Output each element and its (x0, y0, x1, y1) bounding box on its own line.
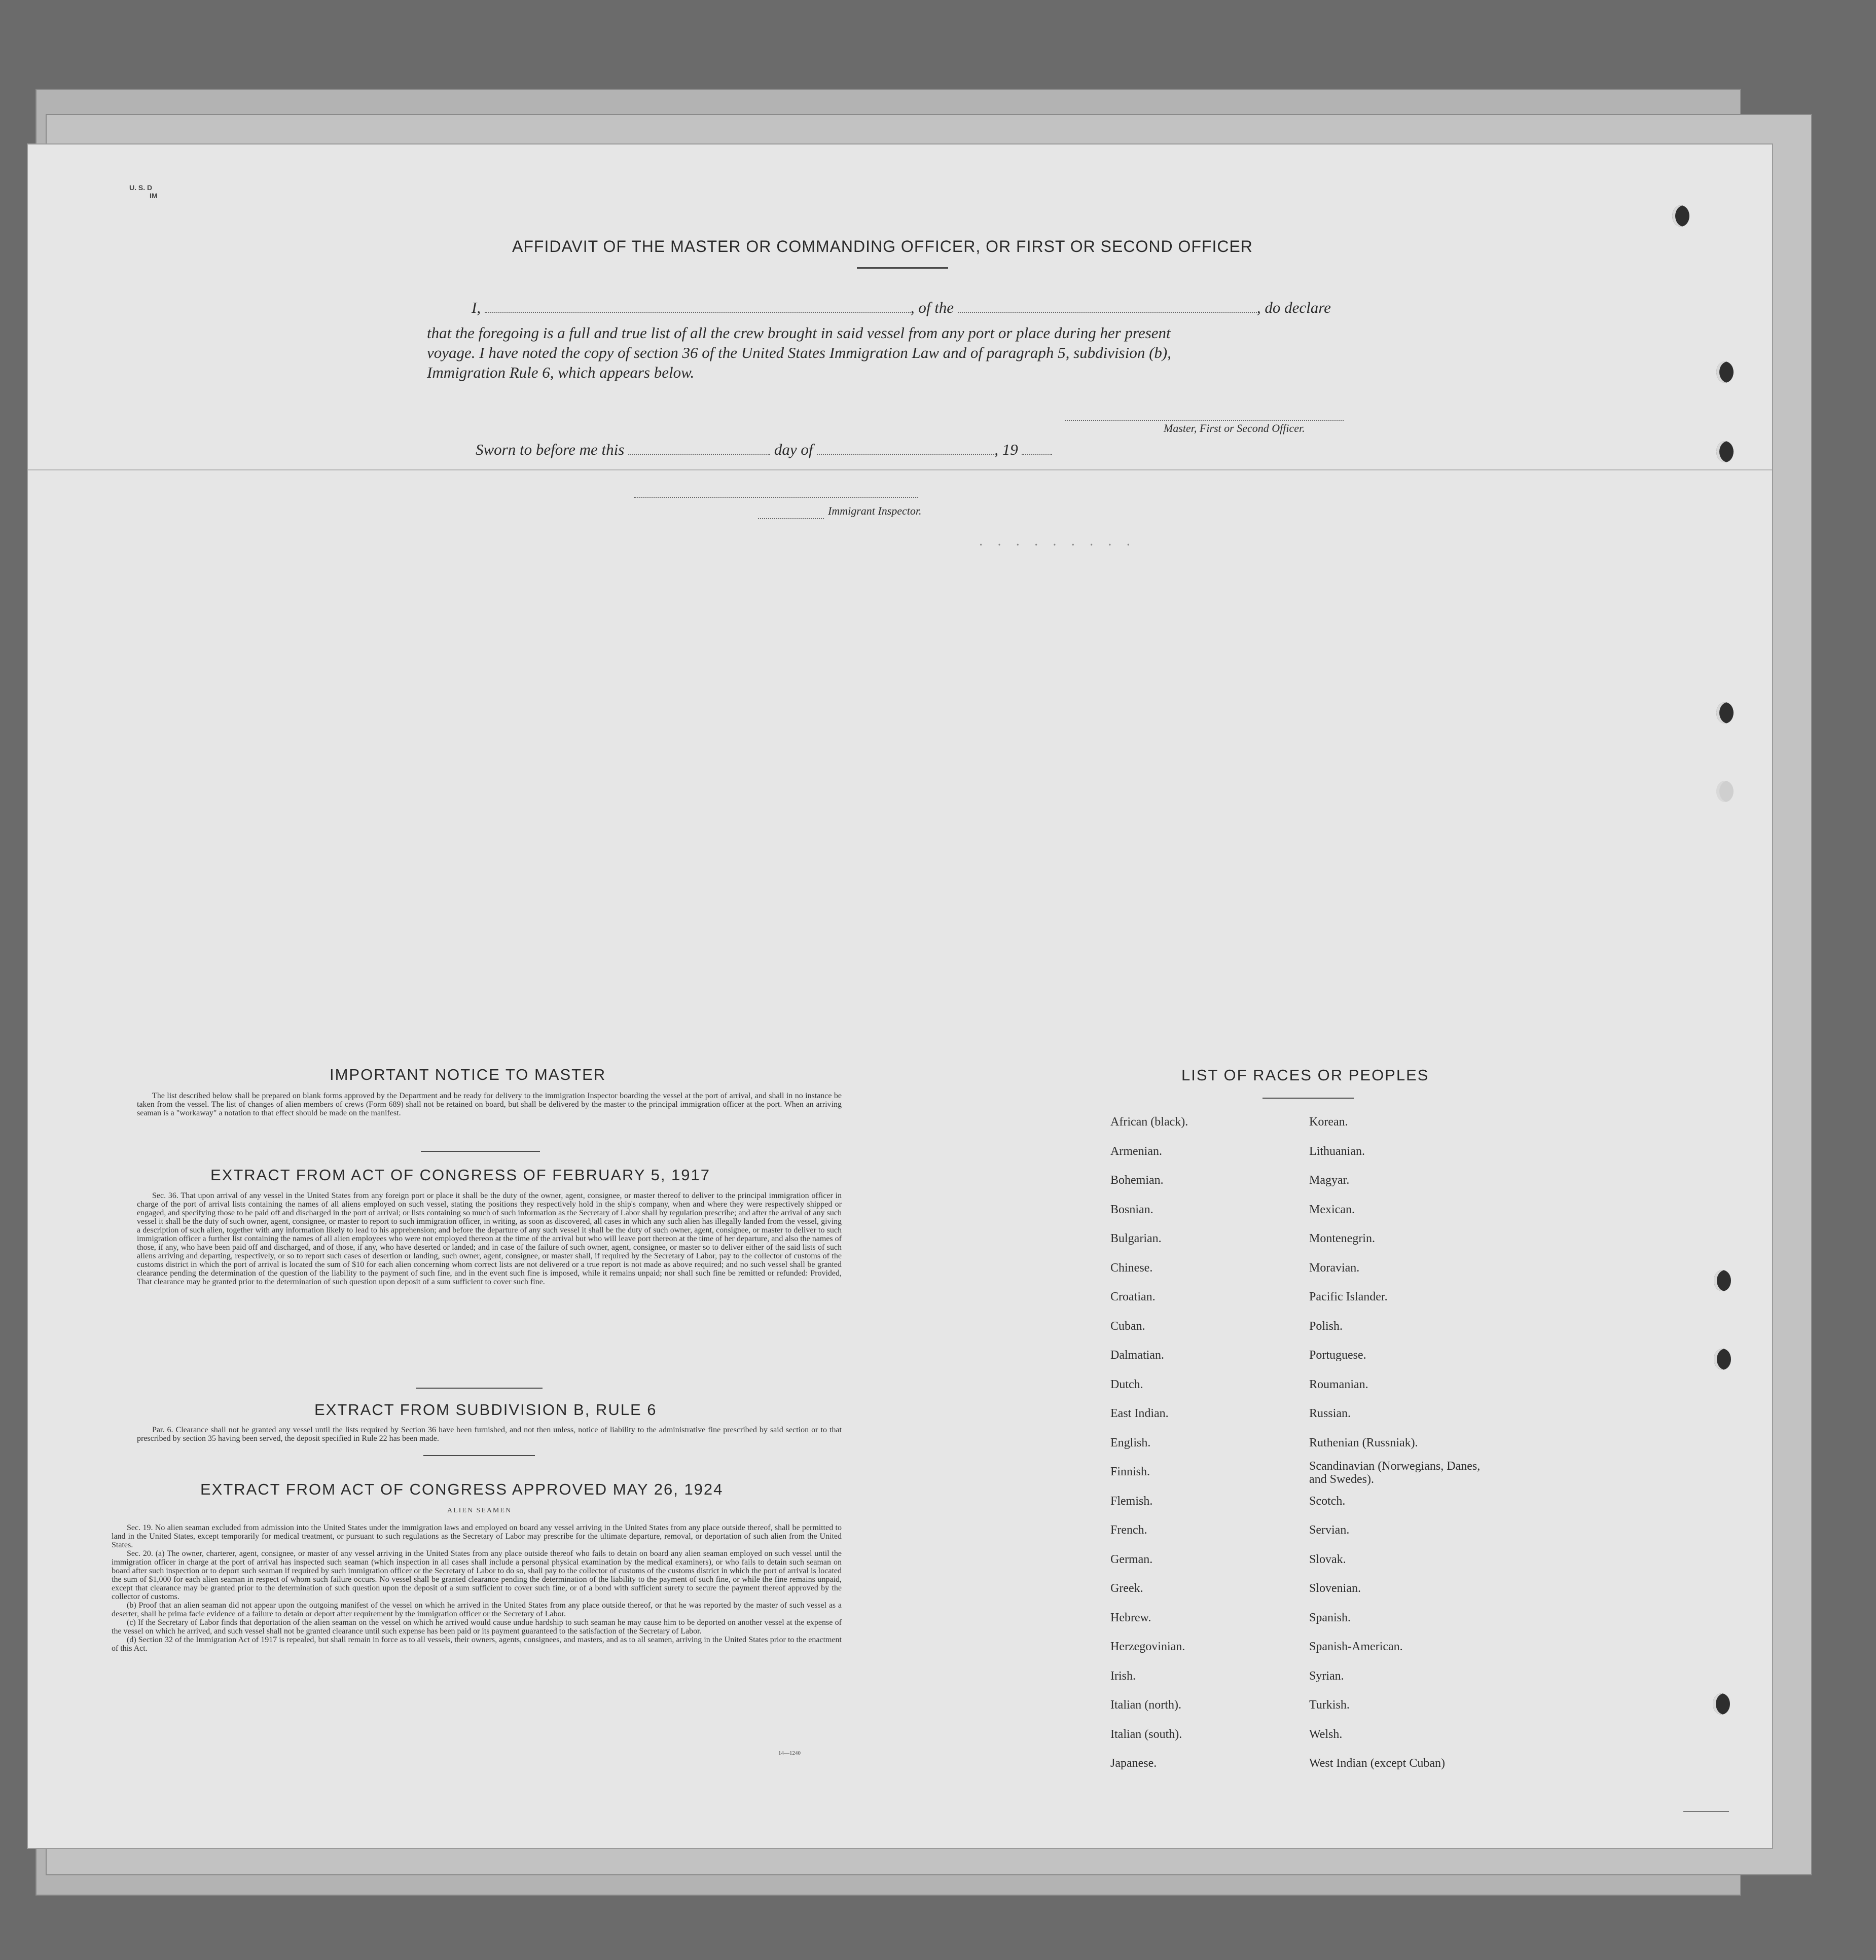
race-item: Cuban. (1110, 1319, 1145, 1333)
race-item: Croatian. (1110, 1290, 1156, 1303)
notice-text (137, 1092, 842, 1117)
race-item: Spanish-American. (1309, 1640, 1403, 1653)
race-item: Dalmatian. (1110, 1349, 1164, 1362)
race-item: Slovak. (1309, 1552, 1346, 1566)
binder-hole (1672, 205, 1689, 227)
race-item: English. (1110, 1436, 1151, 1449)
race-item: Roumanian. (1309, 1377, 1368, 1391)
race-item: Montenegrin. (1309, 1232, 1375, 1245)
race-item: Italian (south). (1110, 1727, 1182, 1741)
binder-hole (1714, 1270, 1731, 1291)
race-item: Bohemian. (1110, 1174, 1164, 1187)
extract-1917-text (137, 1191, 842, 1286)
extract-1917-paragraph: Sec. 36. That upon arrival of any vessel in the United States from any foreign port or place it shall be the duty of the owner, agent, consignee, or master thereof to deliver to the principal immigration officer in charge of the port of arrival lists containing the names of all aliens employed on such vessel, stating the positions they respectively hold in the ship's company, when and where they were respectively shipped or engaged, and specifying those to be paid off and discharged in the port of arrival; or lists containing so much of such information as the Secretary of Labor shall by regulation prescribe; and after the arrival of any such vessel it shall be the duty of such owner, agent, consignee, or master to report to such immigration officer, in writing, as soon as discovered, all cases in which any such alien has illegally landed from the vessel, giving a description of such alien, together with any information likely to lead to his apprehension; and before the departure of any such vessel it shall be the duty of such owner, agent, consignee, or master to deliver to such immigration officer a further list containing the names of all alien employees who were not employed thereon at the time of the arrival but who will leave port thereon at the time of her departure, and also the names of those, if any, who have been paid off and discharged, and of those, if any, who have deserted or landed; and in case of the failure of such owner, agent, consignee, or master so to deliver either of the said lists of such aliens arriving and departing, respectively, or so to report such cases of desertion or landing, such owner, agent, consignee, or master shall, if required by the Secretary of Labor, pay to the collector of customs of the customs district in which the port of arrival is located the sum of $10 for each alien concerning whom correct lists are not delivered or a true report is not made as above required; and no such vessel shall be granted clearance pending the determination of the question of the liability to the payment of such fine, and in the event such fine is imposed, while it remains unpaid; nor shall such fine be remitted or refunded: Provided, That clearance may be granted prior to the determination of such question upon deposit of a sum sufficient to cover such fine. (137, 1191, 842, 1286)
binder-hole (1713, 1693, 1730, 1715)
race-item: Syrian. (1309, 1669, 1344, 1683)
notice-title: IMPORTANT NOTICE TO MASTER (330, 1066, 606, 1083)
master-signature-label: Master, First or Second Officer. (1164, 422, 1305, 434)
form-number: 14—1240 (778, 1750, 801, 1756)
extract-1917-title: EXTRACT FROM ACT OF CONGRESS OF FEBRUARY 5, 1917 (210, 1166, 711, 1184)
race-item: Italian (north). (1110, 1698, 1181, 1712)
races-column-2 (1309, 1108, 1492, 1778)
sworn-month-blank (817, 444, 994, 455)
affidavit-declare: , do declare (1256, 299, 1331, 316)
binder-hole (1716, 781, 1734, 802)
extract-1924-sec20b: (b) Proof that an alien seaman did not appear upon the outgoing manifest of the vessel on which he arrived in the United States from any place outside thereof, or that he was reported by the master of such vessel as a deserter, shall be prima facie evidence of a failure to detain or deport after requirement by the immigration officer or the Secretary of Labor. (112, 1601, 842, 1618)
inspector-signature-line (634, 487, 918, 498)
race-item: Spanish. (1309, 1611, 1351, 1624)
inspector-signature-line-2 (758, 508, 824, 519)
race-item: Polish. (1309, 1319, 1343, 1333)
race-item: Bulgarian. (1110, 1232, 1162, 1245)
extract-1924-sec19: Sec. 19. No alien seaman excluded from admission into the United States under the immigration laws and employed on board any vessel arriving in the United States from any place outside thereof, shall be permitted to land in the United States, except temporarily for medical treatment, or pursuant to such regulations as the Secretary of Labor may prescribe for the ultimate departure, removal, or deportation of such alien from the United States. (112, 1523, 842, 1549)
race-item: Ruthenian (Russniak). (1309, 1436, 1418, 1449)
race-item: Lithuanian. (1309, 1144, 1365, 1158)
extract-rule6-divider (423, 1455, 535, 1456)
binder-hole (1716, 361, 1734, 383)
binder-hole (1716, 441, 1734, 462)
department-stamp (129, 184, 158, 200)
sworn-day-blank (628, 444, 770, 455)
race-item: Servian. (1309, 1523, 1350, 1537)
sworn-line (476, 440, 1052, 459)
race-item: Russian. (1309, 1407, 1351, 1420)
binder-hole (1714, 1349, 1731, 1370)
races-title: LIST OF RACES OR PEOPLES (1181, 1066, 1429, 1084)
race-item: French. (1110, 1523, 1147, 1537)
affidavit-of-the: , of the (910, 299, 954, 316)
race-item: Flemish. (1110, 1494, 1153, 1508)
extract-rule6-title: EXTRACT FROM SUBDIVISION B, RULE 6 (314, 1401, 657, 1419)
race-item: East Indian. (1110, 1407, 1169, 1420)
affidavit-line-2: that the foregoing is a full and true list of all the crew brought in said vessel from any port or place during her present (427, 324, 1171, 342)
race-item: Chinese. (1110, 1261, 1153, 1275)
race-item: Scandinavian (Norwegians, Danes, and Swedes). (1309, 1460, 1481, 1486)
affidavit-line-1 (472, 298, 1331, 317)
race-item: German. (1110, 1552, 1153, 1566)
vessel-blank (958, 302, 1257, 313)
race-item: Welsh. (1309, 1727, 1343, 1741)
extract-1924-sec20a: Sec. 20. (a) The owner, charterer, agent, consignee, or master of any vessel arriving in the United States from any place outside thereof who fails to detain on board any alien seaman employed on such vessel until the immigration officer in charge at the port of arrival has inspected such seaman (which inspection in all cases shall include a personal physical examination by the medical examiners), or who fails to detain such seaman on board after such inspection or to deport such seaman if required by such immigration officer or the Secretary of Labor to do so, shall pay to the collector of customs of the customs district in which the port of arrival is located the sum of $1,000 for each alien seaman in respect of whom such failure occurs. No vessel shall be granted clearance pending the determination of the liability to the payment of such fine, or while the fine remains unpaid, except that clearance may be granted prior to the determination of such question upon the deposit of a sum sufficient to cover such fine, or of a bond with sufficient surety to secure the payment thereof approved by the collector of customs. (112, 1549, 842, 1601)
sworn-text: Sworn to before me this (476, 441, 625, 458)
affidavit-line-4: Immigration Rule 6, which appears below. (427, 364, 695, 381)
notice-paragraph: The list described below shall be prepared on blank forms approved by the Department and be ready for delivery to the immigration Inspector boarding the vessel at the port of arrival, and shall in no instance be taken from the vessel. The list of changes of alien members of crews (Form 689) shall not be retained on board, but shall be delivered by the master to the principal immigration officer at the port. When an arriving seaman is a "workaway" a notation to that effect should be made on the manifest. (137, 1092, 842, 1117)
race-item: Finnish. (1110, 1465, 1150, 1478)
race-item: Bosnian. (1110, 1203, 1153, 1216)
extract-1924-sec20d: (d) Section 32 of the Immigration Act of 1917 is repealed, but shall remain in force as to all vessels, their owners, agents, consignees, and masters, and as to all seamen, arriving in the United States prior to the enactment of this Act. (112, 1636, 842, 1653)
stamp-line-1: U. S. D (129, 184, 153, 192)
sworn-day-of: day of (774, 441, 813, 458)
affidavit-title: AFFIDAVIT OF THE MASTER OR COMMANDING OFFICER, OR FIRST OR SECOND OFFICER (512, 237, 1253, 256)
extract-rule6-text (137, 1426, 842, 1443)
notice-divider (421, 1151, 540, 1152)
name-blank (485, 302, 911, 313)
bottom-scratch (1683, 1811, 1729, 1812)
extract-rule6-paragraph: Par. 6. Clearance shall not be granted any vessel until the lists required by Section 36 have been furnished, and not then unless, notice of liability to the administrative fine prescribed by said section or to that prescribed by section 35 having been served, the deposit specified in Rule 22 has been made. (137, 1426, 842, 1443)
extract-1924-title: EXTRACT FROM ACT OF CONGRESS APPROVED MAY 26, 1924 (200, 1480, 724, 1498)
affidavit-line-3: voyage. I have noted the copy of section 36 of the United States Immigration Law and of paragraph 5, subdivision (b), (427, 344, 1171, 361)
race-item: Herzegovinian. (1110, 1640, 1185, 1653)
master-signature-line (1065, 410, 1344, 421)
bleed-through-marks: · · · · · · · · · (979, 537, 1136, 553)
race-item: Irish. (1110, 1669, 1136, 1683)
affidavit-i: I, (472, 299, 481, 316)
races-title-rule (1262, 1098, 1354, 1099)
races-column-1 (1110, 1108, 1188, 1778)
affidavit-title-rule (857, 267, 948, 269)
race-item: Portuguese. (1309, 1349, 1366, 1362)
race-item: Slovenian. (1309, 1582, 1361, 1595)
sworn-year: , 19 (994, 441, 1018, 458)
race-item: Hebrew. (1110, 1611, 1151, 1624)
race-item: Japanese. (1110, 1757, 1157, 1770)
race-item: Turkish. (1309, 1698, 1350, 1712)
race-item: Mexican. (1309, 1203, 1355, 1216)
race-item: African (black). (1110, 1115, 1188, 1129)
race-item: Korean. (1309, 1115, 1348, 1129)
inspector-signature-label: Immigrant Inspector. (828, 504, 922, 517)
fold-line (28, 469, 1772, 470)
extract-1924-text (112, 1523, 842, 1653)
race-item: Magyar. (1309, 1174, 1350, 1187)
race-item: Greek. (1110, 1582, 1143, 1595)
race-item: Moravian. (1309, 1261, 1360, 1275)
race-item: West Indian (except Cuban) (1309, 1757, 1445, 1770)
race-item: Armenian. (1110, 1144, 1162, 1158)
stamp-line-2: IM (150, 192, 158, 200)
extract-1924-sec20c: (c) If the Secretary of Labor finds that deportation of the alien seaman on the vessel on which he arrived would cause undue hardship to such seaman he may cause him to be deported on another vessel at the expense of the vessel on which he arrived, and such vessel shall not be granted clearance until such expense has been paid or its payment guaranteed to the satisfaction of the Secretary of Labor. (112, 1618, 842, 1636)
race-item: Pacific Islander. (1309, 1290, 1388, 1303)
sworn-year-blank (1022, 444, 1052, 455)
extract-1924-subtitle: ALIEN SEAMEN (447, 1507, 512, 1514)
race-item: Dutch. (1110, 1377, 1143, 1391)
race-item: Scotch. (1309, 1494, 1346, 1508)
binder-hole (1716, 702, 1734, 723)
extract-1917-divider (416, 1388, 543, 1389)
